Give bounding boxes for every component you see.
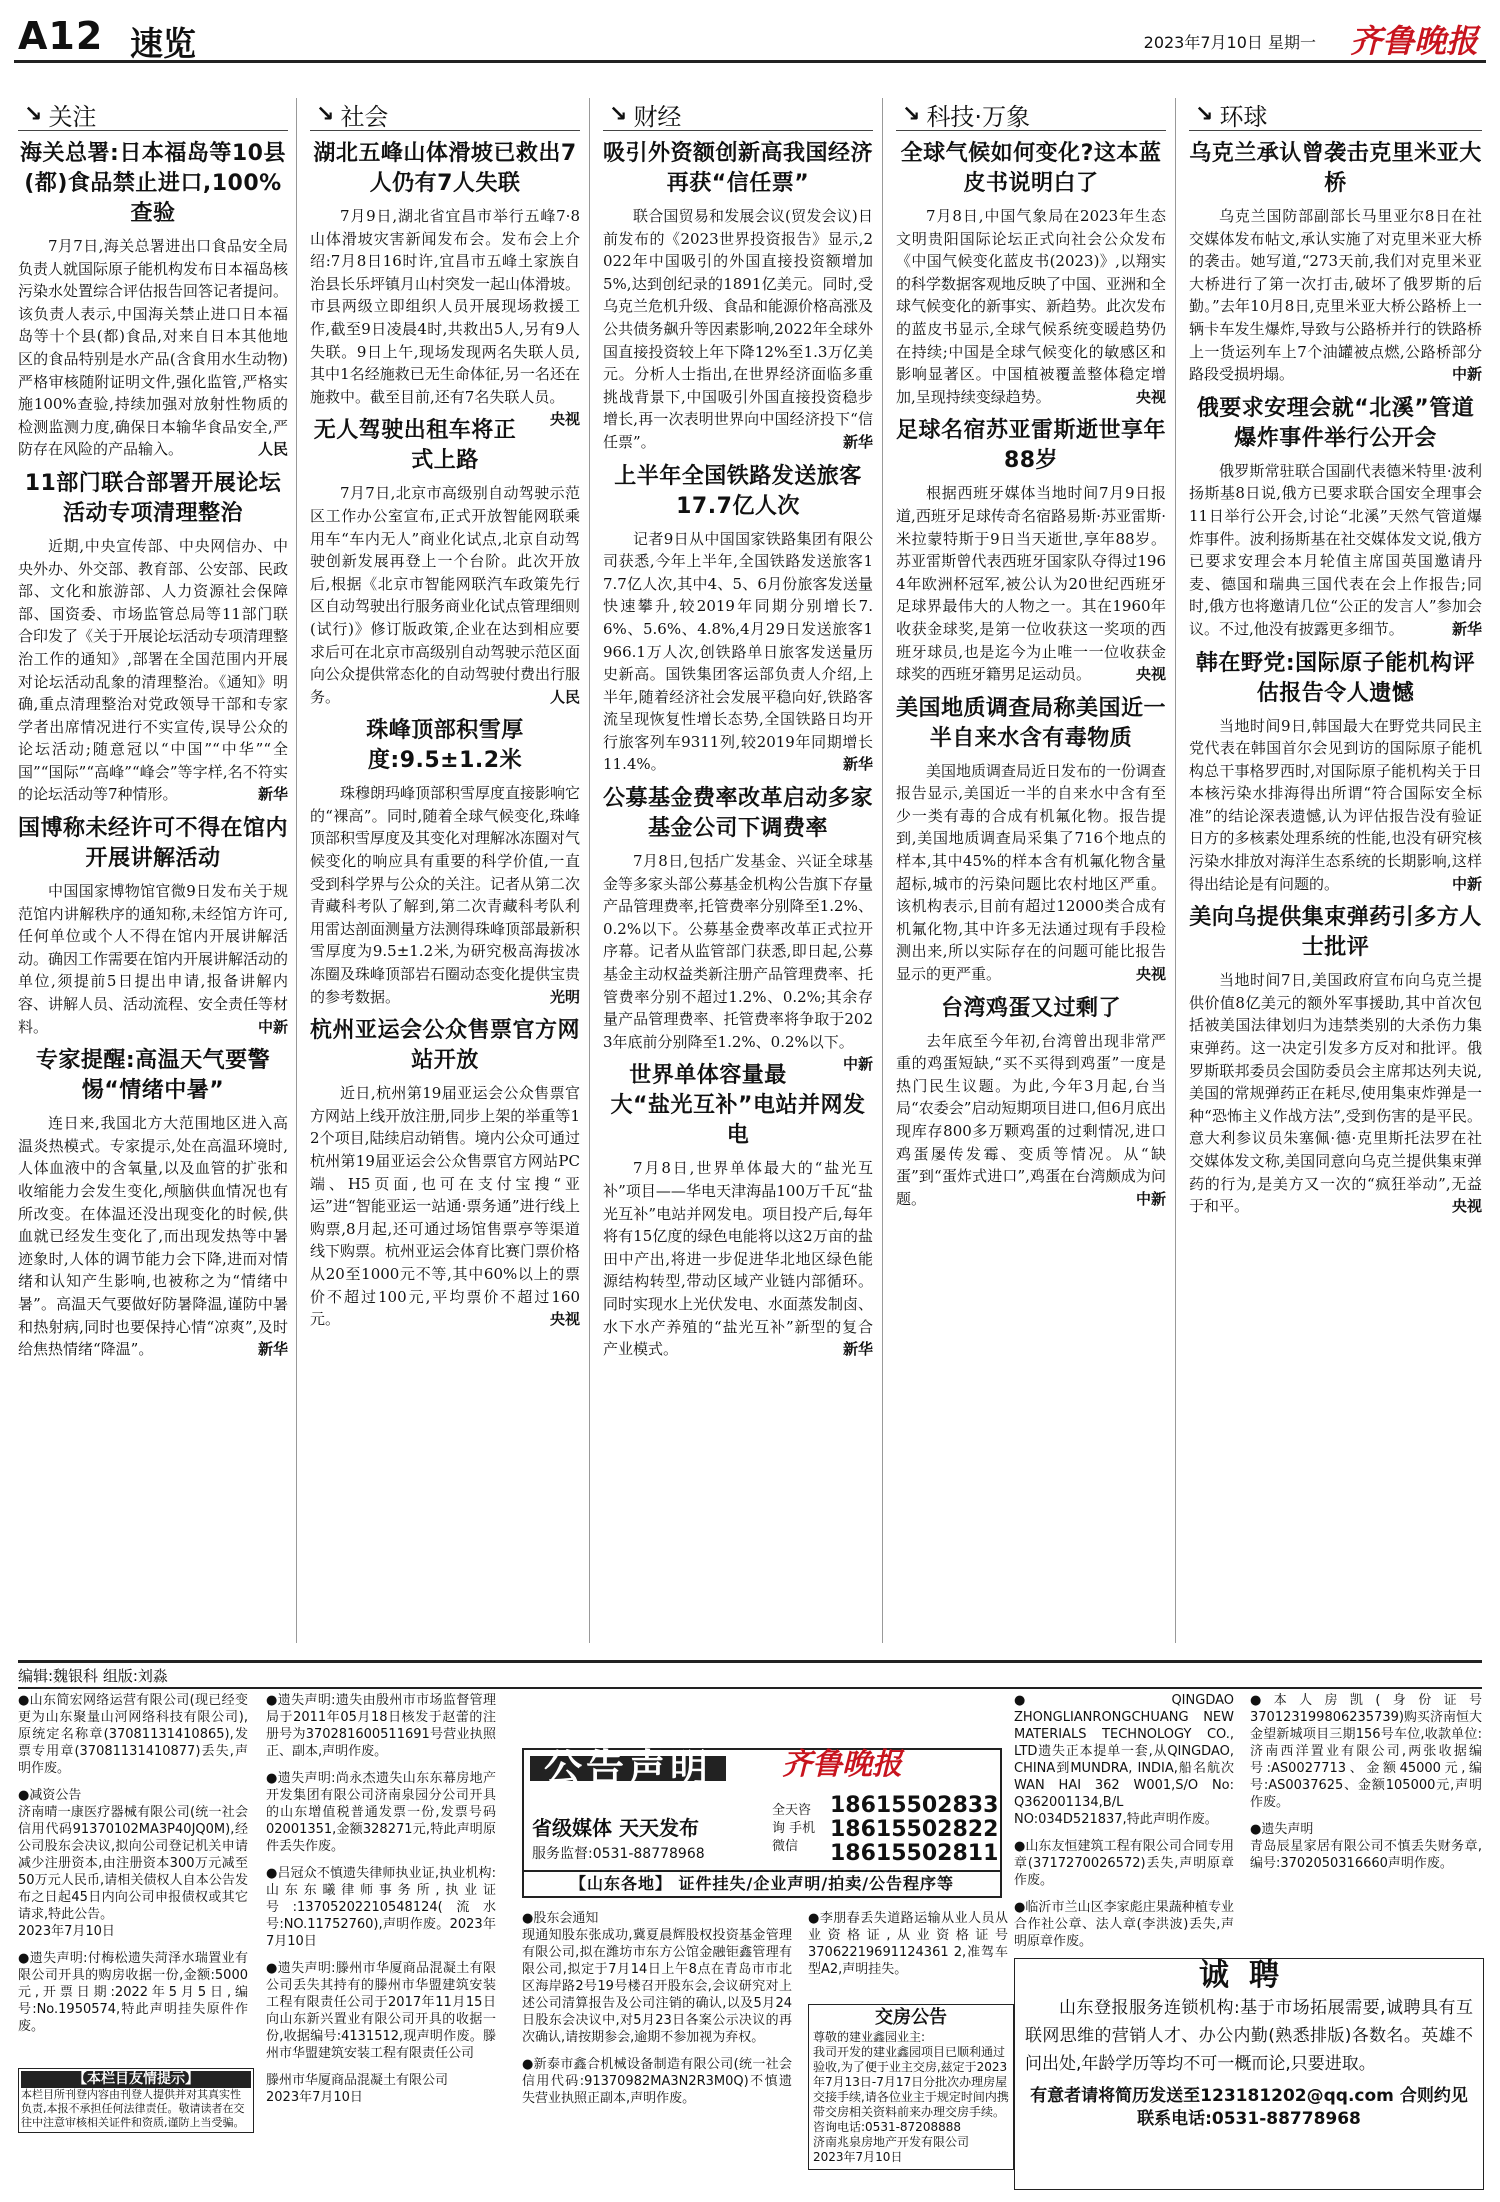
column-divider: [1175, 98, 1176, 1643]
article-source: 新华: [842, 755, 873, 774]
article-body: 7月9日,湖北省宜昌市举行五峰7·8山体滑坡灾害新闻发布会。发布会上介绍:7月8日16时许,宜昌市五峰土家族自治县长乐坪镇月山村突发一起山体滑坡。市县两级立即组织人员开展现场救援工作,截至9日凌晨4时,共救出5人,另有9人失联。9日上午,现场发现两名失联人员,其中1名经施救已无生命体征,另一名还在施救中。截至目前,还有7名失联人员。 央视: [310, 205, 580, 408]
column-huanqiu: [1189, 98, 1482, 1643]
article: [603, 139, 873, 454]
article: [310, 416, 580, 708]
article-body: 去年底至今年初,台湾曾出现非常严重的鸡蛋短缺,“买不买得到鸡蛋”一度是热门民生议题。为此,今年3月起,台当局“农委会”启动短期项目进口,但6月底出现库存800多万颗鸡蛋的过剩情况,进口鸡蛋屡传发霉、变质等情况。从“缺蛋”到“蛋炸式进口”,鸡蛋在台湾颇成为问题。 中新: [896, 1030, 1166, 1211]
article-title: 珠峰顶部积雪厚度:9.5±1.2米: [366, 718, 524, 774]
article-title: 俄要求安理会就“北溪”管道爆炸事件举行公开会: [1196, 395, 1475, 451]
ad-item: ●李朋春丢失道路运输从业人员从业资格证,从业资格证号37062219691124361 2,准驾车型A2,声明挂失。: [808, 1911, 1008, 1977]
ad-item: ●遗失声明:尚永杰遗失山东东幕房地产开发集团有限公司济南泉园分公司开具的山东增值税普通发票一份,发票号码02001351,金额328271元,特此声明原件丢失作废。: [266, 1771, 496, 1854]
article: [603, 1061, 873, 1360]
article-source: 中新: [1135, 1189, 1166, 1208]
phone-number: 18615502822: [830, 1817, 999, 1842]
article: [896, 139, 1166, 408]
section-title: 速览: [130, 24, 196, 63]
ad-column: [1014, 1692, 1234, 1952]
ad-item: ●山东友恒建筑工程有限公司合同专用章(3717270026572)丢失,声明原章作废。: [1014, 1839, 1234, 1888]
page-header: [14, 8, 1486, 63]
recruitment-body: 山东登报服务连锁机构:基于市场拓展需要,诚聘具有互联网思维的营销人才、办公内勤(熟悉排版)各数名。英雄不问出处,年龄学历等均不可一概而论,只要进取。: [1025, 1998, 1473, 2074]
ad-column: [522, 1910, 792, 2192]
ad-column: [1250, 1692, 1482, 1952]
article-body: 近期,中央宣传部、中央网信办、中央外办、外交部、教育部、公安部、民政部、文化和旅游部、人力资源社会保障部、国资委、市场监管总局等11部门联合印发了《关于开展论坛活动专项清理整治工作的通知》,部署在全国范围内开展对论坛活动乱象的清理整治。《通知》明确,重点清理整治对党政领导干部和专家学者出席情况进行不实宣传,误导公众的论坛活动;随意冠以“中国”“中华”“全国”“国际”“高峰”“峰会”等字样,名不符实的论坛活动等7种情形。 新华: [18, 535, 288, 806]
article-body: 7月7日,北京市高级别自动驾驶示范区工作办公室宣布,正式开放智能网联乘用车“车内无人”商业化试点,北京自动驾驶创新发展再登上一个台阶。此次开放后,根据《北京市智能网联汽车政策先行区自动驾驶出行服务商业化试点管理细则(试行)》修订版政策,企业在达到相应要求后可在北京市高级别自动驾驶示范区面向公众提供常态化的自动驾驶付费出行服务。 人民: [310, 482, 580, 708]
notice-slogan: 省级媒体 天天发布: [532, 1816, 699, 1840]
friendly-notice-text: 本栏目所刊登内容由刊登人提供并对其真实性负责,本报不承担任何法律责任。敬请读者在交往中注意审核相关证件和资质,谨防上当受骗。: [21, 2088, 245, 2129]
article-body: 珠穆朗玛峰顶部积雪厚度直接影响它的“裸高”。同时,随着全球气候变化,珠峰顶部积雪厚度及其变化对理解冰冻圈对气候变化的响应具有重要的科学价值,一直受到科学界与公众的关注。记者从第二次青藏科考队了解到,第二次青藏科考队利用雷达剖面测量方法测得珠峰顶部最新积雪厚度为9.5±1.2米,为研究极高海拔冰冻圈及珠峰顶部岩石圈动态变化提供宝贵的参考数据。 光明: [310, 782, 580, 1008]
article-source: 人民: [549, 687, 580, 706]
article: [896, 994, 1166, 1211]
article: [896, 694, 1166, 986]
article-title: 无人驾驶出租车将正式上路: [313, 418, 517, 474]
arrow-icon: ↘: [609, 101, 628, 127]
ad-item: ●吕冠众不慎遗失律师执业证,执业机构:山东东曦律师事务所,执业证号:13705202210548124(流水号:NO.11752760),声明作废。2023年7月10日: [266, 1866, 496, 1949]
recruitment-contact: 有意者请将简历发送至123181202@qq.com 合则约见: [1030, 2086, 1468, 2106]
article-source: 新华: [842, 432, 873, 451]
friendly-notice-title: 【本栏目友情提示】: [21, 2071, 251, 2088]
article: [18, 139, 288, 461]
article-source: 央视: [549, 1310, 580, 1329]
article-source: 中新: [257, 1017, 288, 1036]
article-source: 央视: [1135, 387, 1166, 406]
article: [1189, 139, 1482, 386]
ad-item: ●山东简宏网络运营有限公司(现已经变更为山东聚量山河网络科技有限公司),原统定名称章(37081131410865),发票专用章(37081131410877)丢失,声明作废。: [18, 1693, 248, 1776]
section-header: [603, 98, 873, 131]
column-shehui: [310, 98, 580, 1643]
article-source: 央视: [1135, 665, 1166, 684]
article: [18, 1046, 288, 1361]
article-body: 美国地质调查局近日发布的一份调查报告显示,美国近一半的自来水中含有至少一类有毒的合成有机氟化物。报告提到,美国地质调查局采集了716个地点的样本,其中45%的样本含有机氟化物含量超标,城市的污染问题比农村地区严重。该机构表示,目前有超过12000类合成有机氟化物,其中许多无法通过现有手段检测出来,所以实际存在的问题可能比报告显示的更严重。 央视: [896, 760, 1166, 986]
article-title: 韩在野党:国际原子能机构评估报告令人遗憾: [1195, 650, 1476, 706]
article-source: 新华: [257, 785, 288, 804]
friendly-notice-box: [18, 2068, 254, 2133]
article-title: 专家提醒:高温天气要警惕“情绪中暑”: [35, 1048, 271, 1104]
article-body: 当地时间7日,美国政府宣布向乌克兰提供价值8亿美元的额外军事援助,其中首次包括被美国法律划归为违禁类别的大杀伤力集束弹药。这一决定引发多方反对和批评。俄罗斯联邦委员会国防委员会主席邦达列夫说,美国的常规弹药正在耗尽,使用集束炸弹是一种“恐怖主义作战方法”,受到伤害的是平民。意大利参议员朱塞佩·德·克里斯托法罗在社交媒体发文称,美国同意向乌克兰提供集束弹药的行为,是美方又一次的“疯狂举动”,无益于和平。 央视: [1189, 969, 1482, 1218]
article-source: 央视: [1135, 965, 1166, 984]
editor-credit: 编辑:魏银科 组版:刘淼: [18, 1660, 1482, 1689]
article-title: 美向乌提供集束弹药引多方人士批评: [1189, 905, 1482, 961]
article-body: 根据西班牙媒体当地时间7月9日报道,西班牙足球传奇名宿路易斯·苏亚雷斯·米拉蒙特斯于9日当天逝世,享年88岁。苏亚雷斯曾代表西班牙国家队夺得过1964年欧洲杯冠军,被公认为20世纪西班牙足球界最伟大的人物之一。其在1960年收获金球奖,是第一位收获这一奖项的西班牙球员,也是迄今为止唯一一位收获金球奖的西班牙籍男足运动员。 央视: [896, 482, 1166, 685]
housing-notice: [808, 2004, 1014, 2170]
notice-banner: [522, 1748, 1002, 1872]
classified-ads: [18, 1692, 1482, 2192]
article-title: 公募基金费率改革启动多家基金公司下调费率: [603, 786, 873, 842]
arrow-icon: ↘: [902, 101, 921, 127]
article: [18, 814, 288, 1038]
article-title: 上半年全国铁路发送旅客17.7亿人次: [614, 463, 862, 519]
issue-date: 2023年7月10日 星期一: [1143, 33, 1316, 52]
ad-item: ●遗失声明 青岛辰星家居有限公司不慎丢失财务章,编号:3702050316660声明作废。: [1250, 1822, 1482, 1871]
newspaper-logo: 齐鲁晚报: [1349, 22, 1478, 60]
article-source: 中新: [1451, 365, 1482, 384]
column-caijing: [603, 98, 873, 1643]
article: [310, 1016, 580, 1331]
article: [603, 462, 873, 777]
ad-item: ●临沂市兰山区李家彪庄果蔬种植专业合作社公章、法人章(李洪波)丢失,声明原章作废。: [1014, 1900, 1234, 1949]
column-guanzhu: [18, 98, 288, 1643]
recruitment-title: 诚聘: [1199, 1958, 1299, 1993]
article-body: 乌克兰国防部副部长马里亚尔8日在社交媒体发布帖文,承认实施了对克里米亚大桥的袭击。她写道,“273天前,我们对克里米亚大桥进行了第一次打击,破坏了俄罗斯的后勤。”去年10月8日,克里米亚大桥公路桥上一辆卡车发生爆炸,导致与公路桥并行的铁路桥上一货运列车上7个油罐被点燃,公路桥部分路段受损坍塌。 中新: [1189, 205, 1482, 386]
article-body: 俄罗斯常驻联合国副代表德米特里·波利扬斯基8日说,俄方已要求联合国安全理事会11日举行公开会,讨论“北溪”天然气管道爆炸事件。波利扬斯基在社交媒体发文说,俄方已要求安理会本月轮值主席国英国邀请丹麦、德国和瑞典三国代表在会上作报告;同时,俄方也将邀请几位“公正的发言人”参加会议。不过,他没有披露更多细节。 新华: [1189, 460, 1482, 641]
section-label: 环球: [1219, 102, 1268, 131]
article-title: 杭州亚运会公众售票官方网站开放: [310, 1018, 580, 1074]
page-number: A12: [18, 14, 104, 58]
article-source: 新华: [257, 1340, 288, 1359]
section-header: [18, 98, 288, 131]
article-title: 世界单体容量最大“盐光互补”电站并网发电: [610, 1063, 866, 1149]
ad-item: ●遗失声明:滕州市华厦商品混凝土有限公司丢失其持有的滕州市华盟建筑安装工程有限责任公司于2017年11月15日向山东新兴置业有限公司开具的收据一份,收据编号:4131512,现声明作废。滕州市华盟建筑安装工程有限责任公司: [266, 1961, 496, 2061]
section-label: 科技·万象: [926, 102, 1031, 131]
article-body: 记者9日从中国国家铁路集团有限公司获悉,今年上半年,全国铁路发送旅客17.7亿人次,其中4、5、6月份旅客发送量快速攀升,较2019年同期分别增长7.6%、5.6%、4.8%,4月29日发送旅客1966.1万人次,创铁路单日旅客发送量历史新高。国铁集团客运部负责人介绍,上半年,随着经济社会发展平稳向好,铁路客流呈现恢复性增长态势,全国铁路日均开行旅客列车9311列,较2019年同期增长11.4%。 新华: [603, 528, 873, 777]
article-title: 海关总署:日本福岛等10县(都)食品禁止进口,100%查验: [20, 141, 286, 226]
article-body: 当地时间9日,韩国最大在野党共同民主党代表在韩国首尔会见到访的国际原子能机构总干事格罗西时,对国际原子能机构关于日本核污染水排海得出所谓“符合国际安全标准”的结论深表遗憾,认为评估报告没有验证日方的多核素处理系统的性能,也没有研究核污染水排放对海洋生态系统的长期影响,这样得出结论是有问题的。 中新: [1189, 715, 1482, 896]
ad-column: [266, 1692, 496, 2192]
article-body: 7月8日,世界单体最大的“盐光互补”项目——华电天津海晶100万千瓦“盐光互补”电站并网发电。项目投产后,每年将有15亿度的绿色电能将以这2万亩的盐田中产出,将进一步促进华北地区绿色能源结构转型,带动区域产业链内部循环。同时实现水上光伏发电、水面蒸发制卤、水下水产养殖的“盐光互补”新型的复合产业模式。 新华: [603, 1157, 873, 1360]
article-source: 光明: [549, 987, 580, 1006]
arrow-icon: ↘: [1195, 101, 1214, 127]
article-title: 乌克兰承认曾袭击克里米亚大桥: [1189, 141, 1482, 196]
recruitment-phone: 联系电话:0531-88778968: [1137, 2109, 1361, 2129]
article-source: 中新: [842, 1055, 873, 1074]
article-body: 中国国家博物馆官微9日发布关于规范馆内讲解秩序的通知称,未经馆方许可,任何单位或个人不得在馆内开展讲解活动。确因工作需要在馆内开展讲解活动的单位,须提前5日提出申请,报备讲解内容、讲解人员、活动流程、安全责任等材料。 中新: [18, 880, 288, 1038]
section-label: 财经: [633, 102, 682, 131]
article: [310, 139, 580, 429]
ad-item: ●新泰市鑫合机械设备制造有限公司(统一社会信用代码:91370982MA3N2R3M0Q)不慎遗失营业执照正副本,声明作废。: [522, 2057, 792, 2106]
article-body: 7月7日,海关总署进出口食品安全局负责人就国际原子能机构发布日本福岛核污染水处置综合评估报告回答记者提问。该负责人表示,中国海关禁止进口日本福岛等十个县(都)食品,对来自日本其他地区的食品特别是水产品(含食用水生动物)严格审核随附证明文件,强化监管,严格实施100%查验,持续加强对放射性物质的检测监测力度,确保日本输华食品安全,严防存在风险的产品输入。 人民: [18, 235, 288, 461]
ad-signature: 滕州市华厦商品混凝土有限公司 2023年7月10日: [266, 2073, 449, 2105]
housing-notice-body: 尊敬的建业鑫园业主: 我司开发的建业鑫园项目已顺利通过验收,为了便于业主交房,兹定于2023年7月13日-7月17日分批次办理房屋交接手续,请各位业主于规定时间内携带交房相关资料前来办理交房手续。 咨询电话:0531-87208888 济南兆泉房地产开发有限公司 2023年7月10日: [813, 2030, 1009, 2164]
article-body: 联合国贸易和发展会议(贸发会议)日前发布的《2023世界投资报告》显示,2022年中国吸引的外国直接投资额增加5%,达到创纪录的1891亿美元。同时,受乌克兰危机升级、食品和能源价格高涨及公共债务飙升等因素影响,2022年全球外国直接投资较上年下降12%至1.3万亿美元。分析人士指出,在世界经济面临多重挑战背景下,中国吸引外国直接投资稳步增长,再一次表明世界向中国经济投下“信任票”。 新华: [603, 205, 873, 454]
article: [603, 784, 873, 1074]
article: [310, 716, 580, 1008]
phone-number: 18615502811: [830, 1841, 999, 1866]
article-source: 中新: [1451, 874, 1482, 893]
notice-category-bar: 【山东各地】 证件挂失/企业声明/拍卖/公告程序等: [522, 1870, 1002, 1898]
article-source: 央视: [549, 410, 580, 429]
article-title: 吸引外资额创新高我国经济再获“信任票”: [603, 141, 873, 196]
article-title: 足球名宿苏亚雷斯逝世享年88岁: [896, 418, 1166, 474]
arrow-icon: ↘: [24, 101, 43, 127]
ad-item: ●遗失声明:遗失由殷州市市场监督管理局于2011年05月18日核发于赵蕾的注册号为370281600511691号营业执照正、副本,声明作废。: [266, 1693, 496, 1759]
ad-item: ●减资公告 济南晴一康医疗器械有限公司(统一社会信用代码91370102MA3P40JQ0M),经公司股东会决议,拟向公司登记机关申请减少注册资本,由注册资本300万元减至50万元人民币,请相关债权人自本公告发布之日起45日内向公司申报债权或其它请求,特此公告。 2023年7月10日: [18, 1788, 248, 1939]
article-title: 台湾鸡蛋又过剩了: [940, 995, 1121, 1021]
article: [1189, 903, 1482, 1218]
article: [896, 416, 1166, 685]
ad-item: ●QINGDAO ZHONGLIANRONGCHUANG NEW MATERIALS TECHNOLOGY CO., LTD遗失正本提单一套,从QINGDAO, CHINA到MUNDRA, INDIA,船名航次WAN HAI 362 W001,S/O No: Q362001134,B/L NO:034D521837,特此声明作废。: [1014, 1693, 1234, 1827]
article-body: 7月8日,包括广发基金、兴证全球基金等多家头部公募基金机构公告旗下存量产品管理费率,托管费率分别降至1.2%、0.2%以下。公募基金费率改革正式拉开序幕。记者从监管部门获悉,即日起,公募基金主动权益类新注册产品管理费率、托管费率分别不超过1.2%、0.2%;其余存量产品管理费率、托管费率将争取于2023年底前分别降至1.2%、0.2%以下。 中新: [603, 850, 873, 1053]
article-source: 新华: [842, 1340, 873, 1359]
ad-column: [808, 1910, 1008, 2002]
section-label: 社会: [340, 102, 389, 131]
article-title: 全球气候如何变化?这本蓝皮书说明白了: [900, 141, 1162, 196]
phone-label: 全天咨询 手机微信: [772, 1803, 816, 1854]
notice-title: 公告声明: [530, 1756, 726, 1781]
newspaper-logo: 齐鲁晚报: [782, 1747, 902, 1782]
column-divider: [296, 98, 297, 1643]
article-source: 央视: [1451, 1197, 1482, 1216]
article-source: 人民: [257, 440, 288, 459]
section-header: [1189, 98, 1482, 131]
column-divider: [882, 98, 883, 1643]
recruitment-ad: [1014, 1958, 1484, 2190]
article-title: 11部门联合部署开展论坛活动专项清理整治: [24, 470, 282, 526]
article-title: 美国地质调查局称美国近一半自来水含有毒物质: [896, 695, 1166, 751]
column-keji: [896, 98, 1166, 1643]
ad-item: ●股东会通知 现通知股东张成功,冀夏晨辉股权投资基金管理有限公司,拟在潍坊市东方公馆金融钜鑫管理有限公司,拟定于7月14日上午8点在青岛市市北区海岸路2号19号楼召开股东会,会议研究对上述公司清算报告及公司注销的确认,以及5月24日股东会决议中,对5月23日各案公示决议的再次确认,请按期参会,逾期不参加视为弃权。: [522, 1911, 792, 2045]
article-title: 国博称未经许可不得在馆内开展讲解活动: [18, 816, 288, 872]
article-body: 连日来,我国北方大范围地区进入高温炎热模式。专家提示,处在高温环境时,人体血液中的含氧量,以及血管的扩张和收缩能力会发生变化,颅脑供血情况也有所改变。在体温还没出现变化的时候,供血就已经发生变化了,而出现发热等中暑迹象时,人体的调节能力会下降,进而对情绪和认知产生影响,也被称之为“情绪中暑”。高温天气要做好防暑降温,谨防中暑和热射病,同时也要保持心情“凉爽”,及时给焦热情绪“降温”。 新华: [18, 1112, 288, 1361]
article: [1189, 394, 1482, 641]
section-header: [896, 98, 1166, 131]
housing-notice-title: 交房公告: [875, 2007, 947, 2028]
phone-number: 18615502833: [830, 1793, 999, 1818]
column-divider: [589, 98, 590, 1643]
article-title: 湖北五峰山体滑坡已救出7人仍有7人失联: [313, 141, 577, 196]
phone-list: [830, 1794, 998, 1866]
arrow-icon: ↘: [316, 101, 335, 127]
ad-item: ●遗失声明:付梅松遗失菏泽水瑞置业有限公司开具的购房收据一份,金额:5000元,开票日期:2022年5月5日,编号:No.1950574,特此声明挂失原件作废。: [18, 1951, 248, 2034]
article: [1189, 649, 1482, 896]
section-header: [310, 98, 580, 131]
section-label: 关注: [48, 102, 97, 131]
article: [18, 469, 288, 806]
article-source: 新华: [1451, 619, 1482, 638]
ad-item: ●本人房凯(身份证号370123199806235739)购买济南恒大金望新城项目三期156号车位,收款单位:济南西洋置业有限公司,两张收据编号:AS0027713、金额45000元,编号:AS0037625、金额105000元,声明作废。: [1250, 1693, 1482, 1810]
article-body: 7月8日,中国气象局在2023年生态文明贵阳国际论坛正式向社会公众发布《中国气候变化蓝皮书(2023)》,以翔实的科学数据客观地反映了中国、亚洲和全球气候变化的新事实、新趋势。此次发布的蓝皮书显示,全球气候系统变暖趋势仍在持续;中国是全球气候变化的敏感区和影响显著区。中国植被覆盖整体稳定增加,呈现持续变绿趋势。 央视: [896, 205, 1166, 408]
notice-service-phone: 服务监督:0531-88778968: [532, 1846, 705, 1862]
article-body: 近日,杭州第19届亚运会公众售票官方网站上线开放注册,同步上架的举重等12个项目,陆续启动销售。境内公众可通过杭州第19届亚运会公众售票官方网站PC端、H5页面,也可在支付宝搜“亚运”进“智能亚运一站通·票务通”进行线上购票,8月起,还可通过场馆售票亭等渠道线下购票。杭州亚运会体育比赛门票价格从20至1000元不等,其中60%以上的票价不超过100元,平均票价不超过160元。 央视: [310, 1082, 580, 1331]
